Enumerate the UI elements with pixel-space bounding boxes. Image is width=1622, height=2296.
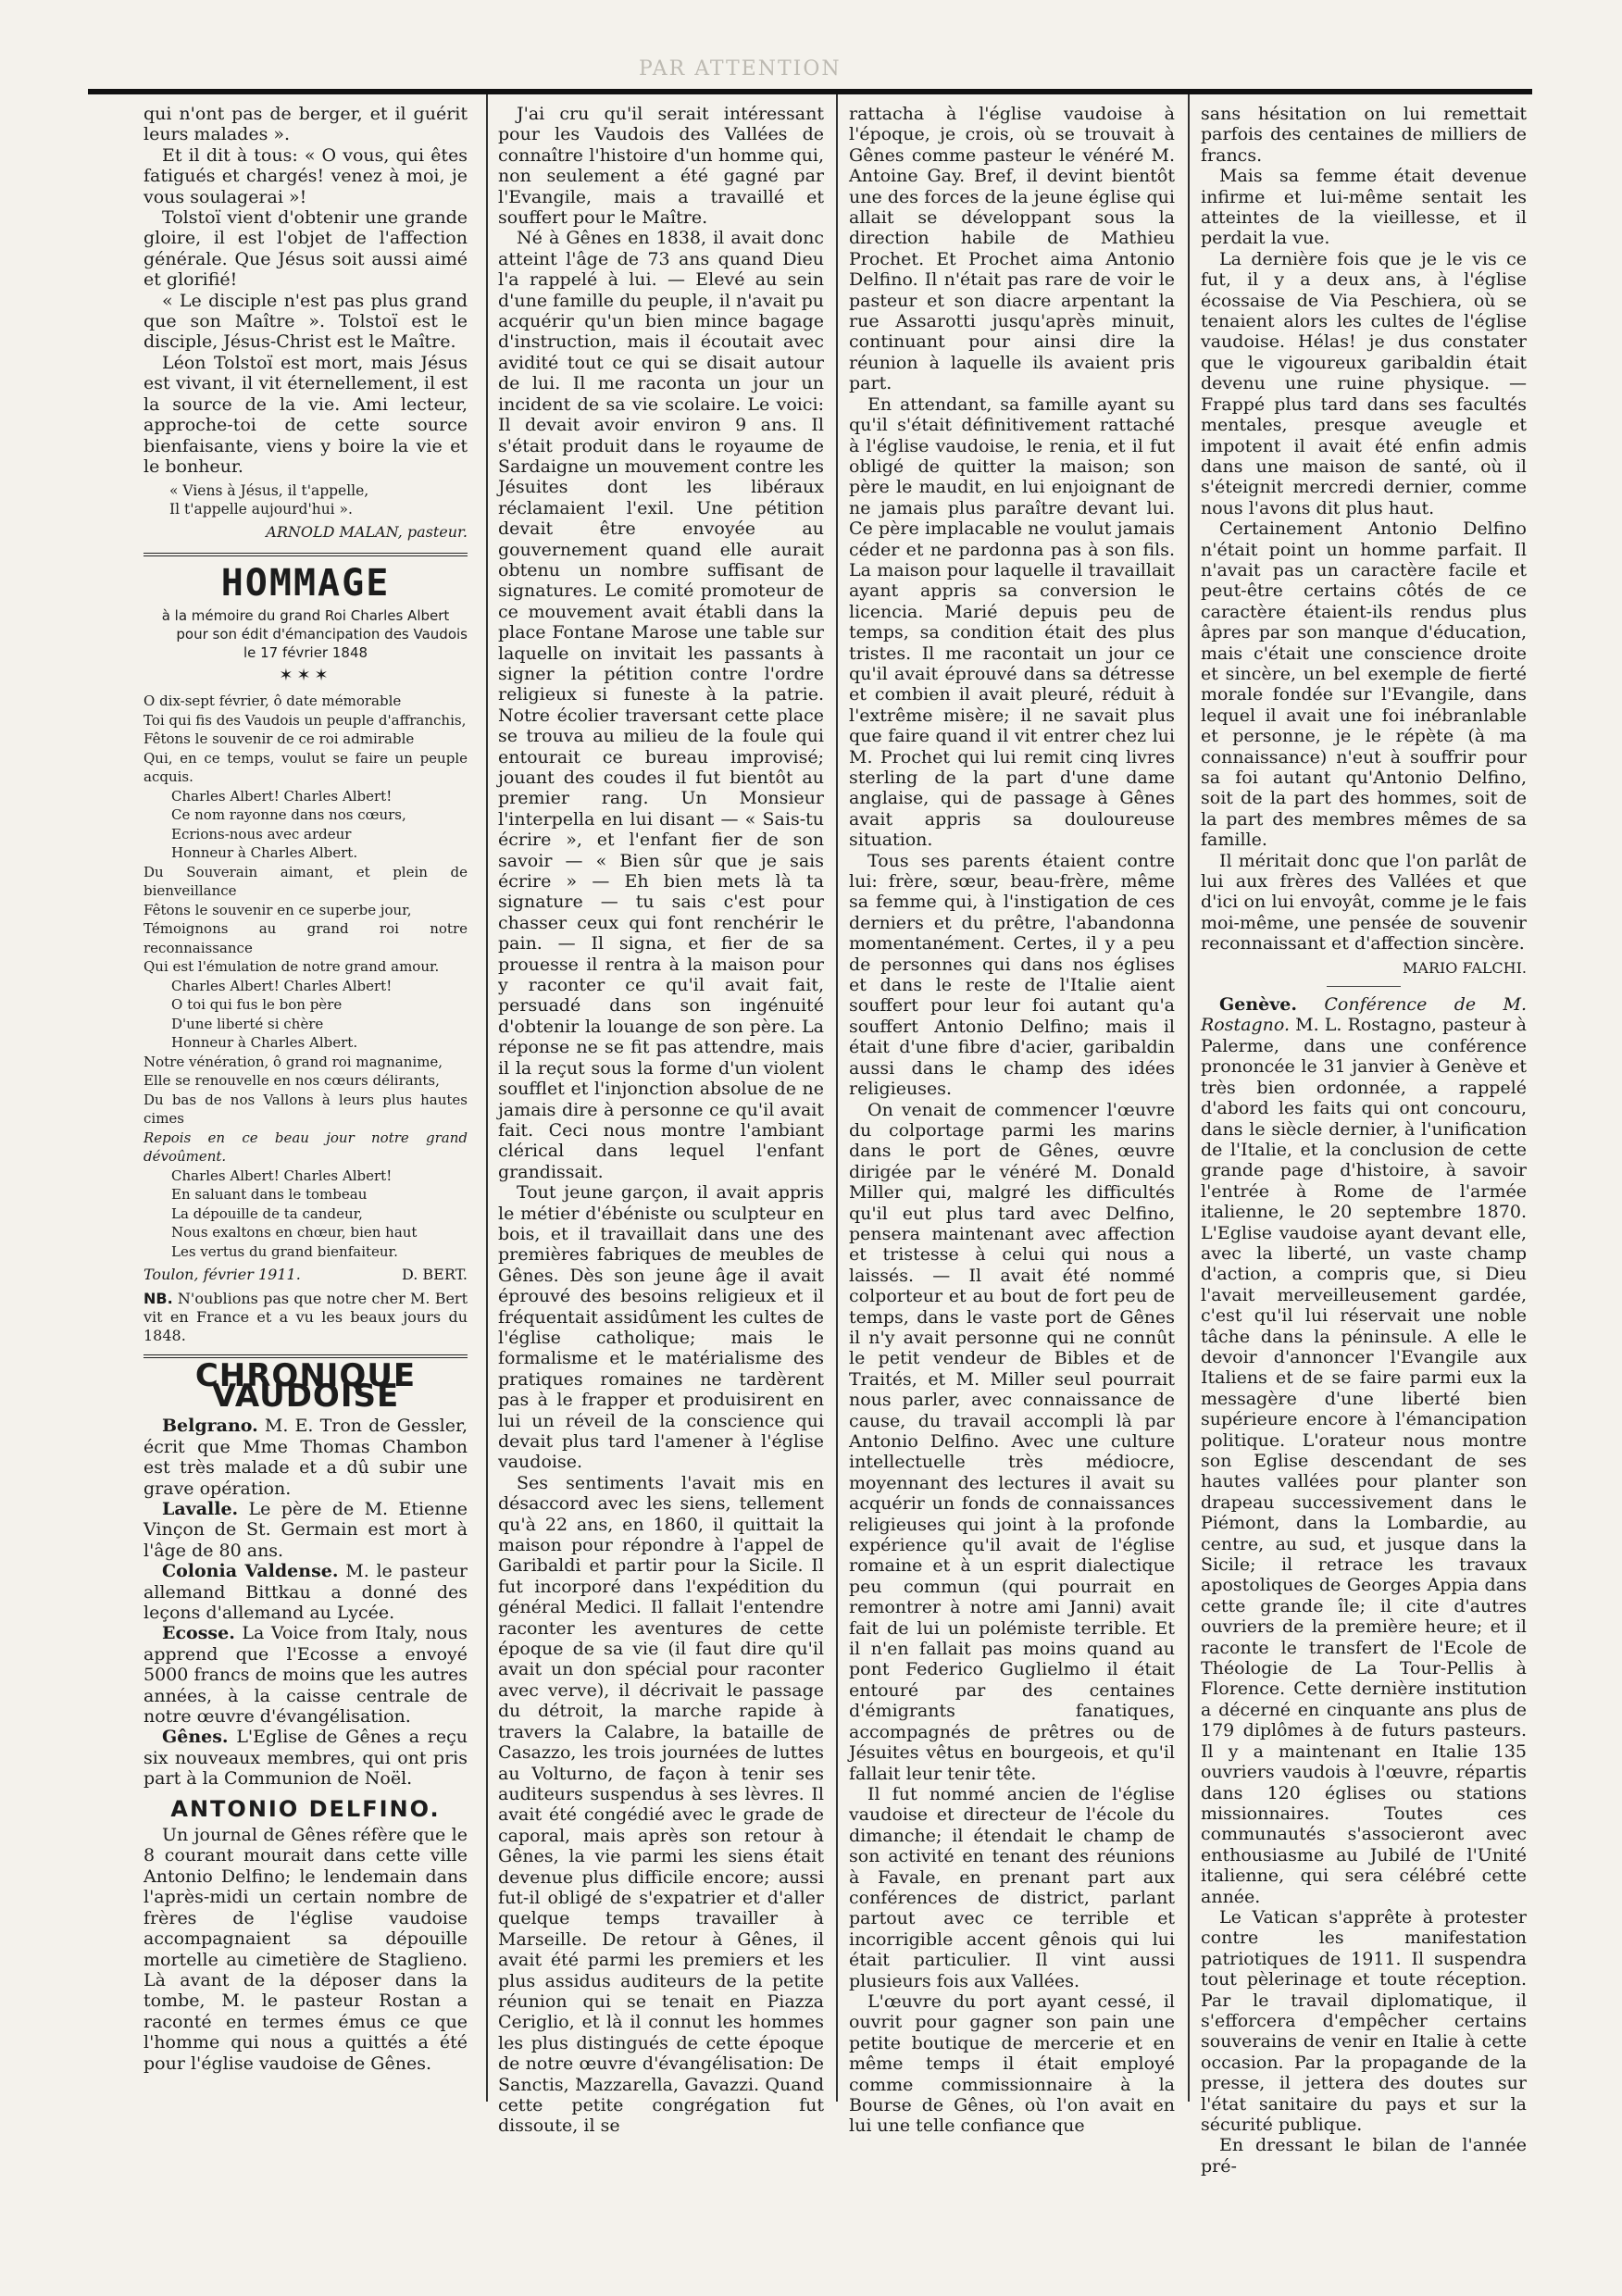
paragraph: Certainement Antonio Delfino n'était point un homme parfait. Il n'avait pas un caractère facile et peut-être certains côtés de ce caractère étaient-ils rendus plus âpres par son manque d'éducation, mais c'était une conscience droite et sincère, un bel exemple de fierté morale fondée sur l'Evangile, dans lequel il avait une foi inébranlable et personne, je le répète (à ma connaissance) n'eut à souffrir pour sa foi autant qu'Antonio Delfino, soit de la part des hommes, soit de la part des membres mêmes de sa famille.	[1201, 518, 1527, 851]
poem-line: Les vertus du grand bienfaiteur.	[171, 1242, 398, 1260]
top-rule	[88, 89, 1532, 94]
paragraph: Tous ses parents étaient contre lui: frère, sœur, beau-frère, même sa femme qui, à l'instigation de ces derniers et du prêtre, l'abandonna momentanément. Certes, il y a peu de personnes qui dans nos églises et dans le reste de l'Italie aient souffert pour leur foi autant qu'a souffert Antonio Delfino; mais il était d'une fibre d'acier, garibaldin aussi dans le champ des idées religieuses.	[849, 850, 1175, 1100]
news-item	[143, 1561, 468, 1623]
short-rule	[1327, 986, 1401, 987]
paragraph: Mais sa femme était devenue infirme et lui-même sentait les atteintes de la vieillesse, et il perdait la vue.	[1201, 166, 1527, 249]
poem-line: O toi qui fus le bon père	[171, 996, 343, 1014]
paragraph: qui n'ont pas de berger, et il guérit leurs malades ».	[143, 104, 468, 145]
poem-author: D. BERT.	[401, 1266, 468, 1284]
paragraph: Il fut nommé ancien de l'église vaudoise et directeur de l'école du dimanche; il étendait le champ de son activité en tenant des réunions à Favale, en prenant part aux conférences de district, parlant partout avec ce terrible et incorrigible accent gênois qui lui était particulier. Il vint aussi plusieurs fois aux Vallées.	[849, 1783, 1175, 1991]
news-item	[143, 1623, 468, 1727]
poem-line: La dépouille de ta candeur,	[171, 1204, 363, 1222]
poem-line: Charles Albert! Charles Albert!	[171, 977, 393, 994]
paragraph: Tout jeune garçon, il avait appris le métier d'ébéniste ou sculpteur en bois, et il travaillait dans une des premières fabriques de meubles de Gênes. Dès son jeune âge il avait éprouvé des besoins religieux et il fréquentait assidûment les cultes de l'église catholique; mais le formalisme et le matérialisme des pratiques romaines ne tardèrent pas à le frapper et produisirent en lui un réveil de la conscience qui devait plus tard l'amener à l'église vaudoise.	[498, 1182, 824, 1473]
poem-line: Fêtons le souvenir en ce superbe jour,	[143, 901, 412, 918]
news-text: L'Eglise de Gênes a reçu six nouveaux membres, qui ont pris part à la Communion de Noël.	[143, 1727, 468, 1790]
paragraph: La dernière fois que je le vis ce fut, il y a deux ans, à l'église écossaise de Via Peschiera, où se tenaient alors les cultes de l'église vaudoise. Hélas! je dus constater que le vigoureux garibaldin était devenu une ruine physique. — Frappé plus tard dans ses facultés mentales, presque aveugle et impotent il avait été enfin admis dans une maison de santé, où il s'éteignit mercredi dernier, comme nous l'avons dit plus haut.	[1201, 248, 1527, 518]
news-item	[143, 1727, 468, 1789]
place-name: Ecosse.	[162, 1623, 235, 1644]
nb-note	[143, 1290, 468, 1345]
news-item	[143, 1499, 468, 1561]
paragraph: sans hésitation on lui remettait parfois des centaines de milliers de francs.	[1201, 104, 1527, 166]
decorative-rule	[143, 553, 468, 556]
paragraph: Ses sentiments l'avait mis en désaccord avec les siens, tellement qu'à 22 ans, en 1860, il quittait la maison pour répondre à l'appel de Garibaldi et partir pour la Sicile. Il fut incorporé dans l'expédition du général Medici. Il fallait l'entendre raconter les aventures de cette époque de sa vie (il faut dire qu'il avait un don spécial pour raconter avec verve), il décrivait le passage du détroit, la marche rapide à travers la Calabre, la bataille de Casazzo, les trois journées de luttes au Volturno, de façon à tenir ses auditeurs suspendus à ses lèvres. Il avait été congédié avec le grade de caporal, mais après son retour à Gênes, la vie parmi les siens était devenue plus difficile encore; aussi fut-il obligé de s'expatrier et d'aller quelque temps travailler à Marseille. De retour à Gênes, il avait été parmi les premiers et les plus assidus auditeurs de la petite réunion qui se tenait en Piazza Ceriglio, et là il connut les hommes les plus distingués de cette époque de notre œuvre d'évangélisation: De Sanctis, Mazzarella, Gavazzi. Quand cette petite congrégation fut dissoute, il se	[498, 1472, 824, 2137]
paragraph: J'ai cru qu'il serait intéressant pour les Vaudois des Vallées de connaître l'histoire d'un homme qui, non seulement a été gagné par l'Evangile, mais a travaillé et souffert pour le Maître.	[498, 104, 824, 229]
paragraph: Tolstoï vient d'obtenir une grande gloire, il est l'objet de l'affection générale. Que Jésus soit aussi aimé et glorifié!	[143, 207, 468, 291]
poem-line: Charles Albert! Charles Albert!	[171, 1167, 393, 1184]
paragraph: Né à Gênes en 1838, il avait donc atteint l'âge de 73 ans quand Dieu l'a rappelé à lui. — Elevé au sein d'une famille du peuple, il n'avait pu acquérir qu'un bien mince bagage d'instruction, mais il écoutait avec avidité tout ce qui se disait autour de lui. Il me raconta un jour un incident de sa vie scolaire. Le voici: Il devait avoir environ 9 ans. Il s'était produit dans le royaume de Sardaigne un mouvement contre les Jésuites dont les libéraux réclamaient l'exil. Une pétition devait être envoyée au gouvernement quand elle aurait obtenu un nombre suffisant de signatures. Le comité promoteur de ce mouvement avait établi dans la place Fontane Marose une table sur laquelle on invitait les passants à signer la pétition contre l'ordre religieux si funeste à la patrie. Notre écolier traversant cette place se trouva au milieu de la foule qui entourait ce bureau improvisé; jouant des coudes il fut bientôt au premier rang. Un Monsieur l'interpella en lui disant — « Sais-tu écrire », et l'enfant fier de son savoir — « Bien sûr que je sais écrire » — Eh bien mets là ta signature — tu sais c'est pour chasser ceux qui font renchérir le pain. — Il signa, et fier de sa prouesse il rentra à la maison pour y raconter ce qu'il avait fait, persuadé dans son ingénuité d'obtenir la louange de son père. La réponse ne se fit pas attendre, mais il la reçut sous la forme d'un violent soufflet et l'injonction absolue de ne jamais dire à personne ce qu'il avait fait. Ceci nous montre l'ambiant clérical dans lequel l'enfant grandissait.	[498, 228, 824, 1182]
column-divider	[486, 94, 488, 2102]
quote-line: Il t'appelle aujourd'hui ».	[169, 500, 353, 518]
poem-line: Du bas de nos Vallons à leurs plus hautes cimes	[143, 1091, 468, 1128]
news-text: La Voice from Italy, nous apprend que l'Ecosse a envoyé 5000 francs de moins que les autres années, à la caisse centrale de notre œuvre d'évangélisation.	[143, 1623, 468, 1728]
poem-line: En saluant dans le tombeau	[171, 1186, 368, 1204]
paragraph: L'œuvre du port ayant cessé, il ouvrit pour gagner son pain une petite boutique de mercerie et en même temps il était employé comme commissionnaire à la Bourse de Gênes, où l'on avait en lui une telle confiance que	[849, 1990, 1175, 2137]
poem-line: Charles Albert! Charles Albert!	[171, 787, 393, 805]
paragraph: Et il dit à tous: « O vous, qui êtes fatigués et chargés! venez à moi, je vous soulagerai »!	[143, 144, 468, 207]
poem-line: Honneur à Charles Albert.	[171, 844, 358, 862]
poem-line: O dix-sept février, ô date mémorable	[143, 693, 402, 710]
poem-line: Qui est l'émulation de notre grand amour.	[143, 958, 440, 976]
poem-line: Honneur à Charles Albert.	[171, 1034, 358, 1052]
poem-line: Repois en ce beau jour notre grand dévoûment.	[143, 1129, 468, 1166]
quote	[151, 482, 468, 518]
nb-label: NB.	[143, 1289, 173, 1307]
place-name: Lavalle.	[162, 1498, 239, 1519]
signature: ARNOLD MALAN, pasteur.	[266, 523, 468, 542]
news-text: M. le pasteur allemand Bittkau a donné des leçons d'allemand au Lycée.	[143, 1561, 468, 1623]
poem-line: Notre vénération, ô grand roi magnanime,	[143, 1053, 443, 1070]
quote-line: « Viens à Jésus, il t'appelle,	[169, 482, 369, 500]
news-text: M. L. Rostagno, pasteur à Palerme, dans une conférence prononcée le 31 janvier à Genève et très bien ordonnée, a rappelé d'abord les faits qui ont concouru, dans le siècle dernier, à l'unification de l'Italie, et la conclusion de cette grande page d'histoire, à savoir l'entrée à Rome de l'armée italienne, le 20 septembre 1870. L'Eglise vaudoise ayant devant elle, avec la liberté, un vaste champ d'action, a compris que, si Dieu l'avait merveilleusement gardée, c'est qu'il lui réservait une noble tâche dans la péninsule. A elle le devoir d'annoncer l'Evangile aux Italiens et de se faire parmi eux la messagère d'une liberté bien supérieure encore à l'émancipation politique. L'orateur nous montre son Eglise descendant de ses hautes vallées pour planter son drapeau successivement dans le Piémont, dans la Lombardie, au centre, au sud, et jusque dans la Sicile; il retrace les travaux apostoliques de Georges Appia dans cette grande île; il cite d'autres ouvriers de la première heure; et il raconte le transfert de l'Ecole de Théologie de La Tour-Pellis à Florence. Cette dernière institution a décerné en cinquante ans plus de 179 diplômes à de futurs pasteurs. Il y a maintenant en Italie 135 ouvriers vaudois à l'œuvre, répartis dans 120 églises ou stations missionnaires. Toutes ces communautés s'associeront avec enthousiasme au Jubilé de l'Unité italienne, qui sera célébré cette année.	[1201, 1015, 1527, 1907]
poem-line: D'une liberté si chère	[171, 1015, 324, 1032]
column-divider	[836, 94, 838, 2102]
news-text: Le père de M. Etienne Vinçon de St. Germain est mort à l'âge de 80 ans.	[143, 1498, 468, 1561]
column-3	[849, 104, 1175, 2137]
column-divider	[1188, 94, 1190, 2102]
column-2	[498, 104, 824, 2137]
paragraph: On venait de commencer l'œuvre du colportage parmi les marins dans le port de Gênes, œuvre dirigée par le vénéré M. Donald Miller qui, malgré les difficultés qu'il eut plus tard avec Delfino, pensera maintenant avec affection et tristesse à celui qui nous a laissés. — Il avait été nommé colporteur et au bout de fort peu de temps, dans le vaste port de Gênes il n'y avait personne qui ne connût le petit vendeur de Bibles et de Traités, et M. Miller seul pourrait nous parler, avec connaissance de cause, du travail accompli là par Antonio Delfino. Avec une culture intellectuelle très médiocre, moyennant des lectures il avait su acquérir un fonds de connaissances religieuses qui joint à la profonde expérience qu'il avait de l'église romaine et à un esprit dialectique peu commun (qui pourrait en remontrer à notre ami Janni) avait fait de lui un polémiste terrible. Et il n'en fallait pas moins quand au pont Federico Guglielmo il était entouré par des centaines d'émigrants fanatiques, accompagnés de prêtres ou de Jésuites vêtus en bourgeois, et qu'il fallait leur tenir tête.	[849, 1099, 1175, 1784]
poem-line: Nous exaltons en chœur, bien haut	[171, 1224, 418, 1242]
poem-line: Fêtons le souvenir de ce roi admirable	[143, 730, 415, 748]
paragraph: Léon Tolstoï est mort, mais Jésus est vivant, il vit éternellement, il est la source de la vie. Ami lecteur, approche-toi de cette source bienfaisante, viens y boire la vie et le bonheur.	[143, 352, 468, 477]
poem-line: Toi qui fis des Vaudois un peuple d'affranchis,	[143, 711, 467, 729]
poem-footer	[143, 1265, 468, 1285]
column-4	[1201, 104, 1527, 2177]
news-text: M. E. Tron de Gessler, écrit que Mme Thomas Chambon est très malade et a dû subir une grave opération.	[143, 1416, 468, 1499]
paragraph: Un journal de Gênes réfère que le 8 courant mourait dans cette ville Antonio Delfino; le lendemain dans l'après-midi un certain nombre de frères de l'église vaudoise accompagnaient sa dépouille mortelle au cimetière de Staglieno. Là avant de la déposer dans la tombe, M. le pasteur Rostan a raconté en termes émus ce que l'homme qui nous a quittés a été pour l'église vaudoise de Gênes.	[143, 1825, 468, 2074]
hommage-subtitle: à la mémoire du grand Roi Charles Albert	[161, 606, 450, 624]
signature: MARIO FALCHI.	[1403, 958, 1527, 977]
news-italic: Conférence de M. Rostagno.	[1201, 994, 1528, 1036]
nb-text: N'oublions pas que notre cher M. Bert vit en France et a vu les beaux jours du 1848.	[143, 1289, 468, 1344]
section-title: CHRONIQUE VAUDOISE	[194, 1356, 417, 1415]
paragraph: rattacha à l'église vaudoise à l'époque, je crois, où se trouvait à Gênes comme pasteur le vénéré M. Antoine Gay. Bref, il devint bientôt une des forces de la jeune église qui allait se développant sous la direction habile de Mathieu Prochet. Et Prochet aima Antonio Delfino. Il n'était pas rare de voir le pasteur et son diacre arpentant la rue Assarotti jusqu'après minuit, continuant pour ainsi dire la réunion à laquelle ils avaient pris part.	[849, 104, 1175, 394]
place-name: Belgrano.	[162, 1416, 258, 1437]
paragraph: En attendant, sa famille ayant su qu'il s'était définitivement rattaché à l'église vaudoise, le renia, et il fut obligé de quitter la maison; son père le maudit, en lui enjoignant de ne jamais plus paraître devant lui. Ce père implacable ne voulut jamais céder et ne pardonna pas à son fils. La maison pour laquelle il travaillait ayant appris sa conversion le licencia. Marié depuis peu de temps, sa condition était des plus tristes. Il me racontait un jour ce qu'il avait éprouvé dans sa détresse et combien il avait pleuré, réduit à l'extrême misère; il ne savait plus que faire quand il vit entrer chez lui M. Prochet qui lui remit cinq livres sterling de la part d'une dame anglaise, qui de passage à Gênes avait appris sa douloureuse situation.	[849, 393, 1175, 851]
faded-header-text: PAR ATTENTION	[639, 57, 842, 81]
news-item	[143, 1416, 468, 1499]
hommage-subtitle: pour son édit d'émancipation des Vaudois	[176, 625, 468, 643]
poem-line: Du Souverain aimant, et plein de bienveillance	[143, 863, 468, 900]
poem	[143, 692, 468, 1261]
poem-place: Toulon, février 1911.	[143, 1266, 301, 1284]
place-name: Colonia Valdense.	[162, 1561, 339, 1582]
poem-line: Ce nom rayonne dans nos cœurs,	[171, 806, 406, 824]
column-1	[143, 104, 468, 2074]
poem-line: Qui, en ce temps, voulut se faire un peuple acquis.	[143, 749, 468, 786]
ornament: ✶✶✶	[279, 665, 332, 685]
article-title: ANTONIO DELFINO.	[170, 1795, 441, 1822]
paragraph: Le Vatican s'apprête à protester contre les manifestation patriotiques de 1911. Il suspendra tout pèlerinage et toute réception. Par le travail diplomatique, il s'efforcera d'empêcher certains souverains de venir en Italie à cette occasion. Par la propagande de la presse, il jettera des doutes sur l'état sanitaire du pays et sur la sécurité publique.	[1201, 1906, 1527, 2135]
hommage-title: HOMMAGE	[220, 561, 391, 605]
paragraph: Il méritait donc que l'on parlât de lui aux frères des Vallées et que d'ici on lui envoyât, comme je le fais moi-même, une pensée de souvenir reconnaissant et d'affection sincère.	[1201, 850, 1527, 955]
poem-line: Elle se renouvelle en nos cœurs délirants,	[143, 1072, 440, 1090]
news-item	[1201, 994, 1527, 1907]
place-name: Genève.	[1219, 994, 1297, 1016]
paragraph: En dressant le bilan de l'année pré-	[1201, 2135, 1527, 2177]
poem-line: Ecrions-nous avec ardeur	[171, 825, 352, 842]
place-name: Gênes.	[162, 1727, 229, 1748]
poem-line: Témoignons au grand roi notre reconnaissance	[143, 920, 468, 956]
hommage-date: le 17 février 1848	[243, 643, 368, 661]
paragraph: « Le disciple n'est pas plus grand que son Maître ». Tolstoï est le disciple, Jésus-Christ est le Maître.	[143, 290, 468, 353]
